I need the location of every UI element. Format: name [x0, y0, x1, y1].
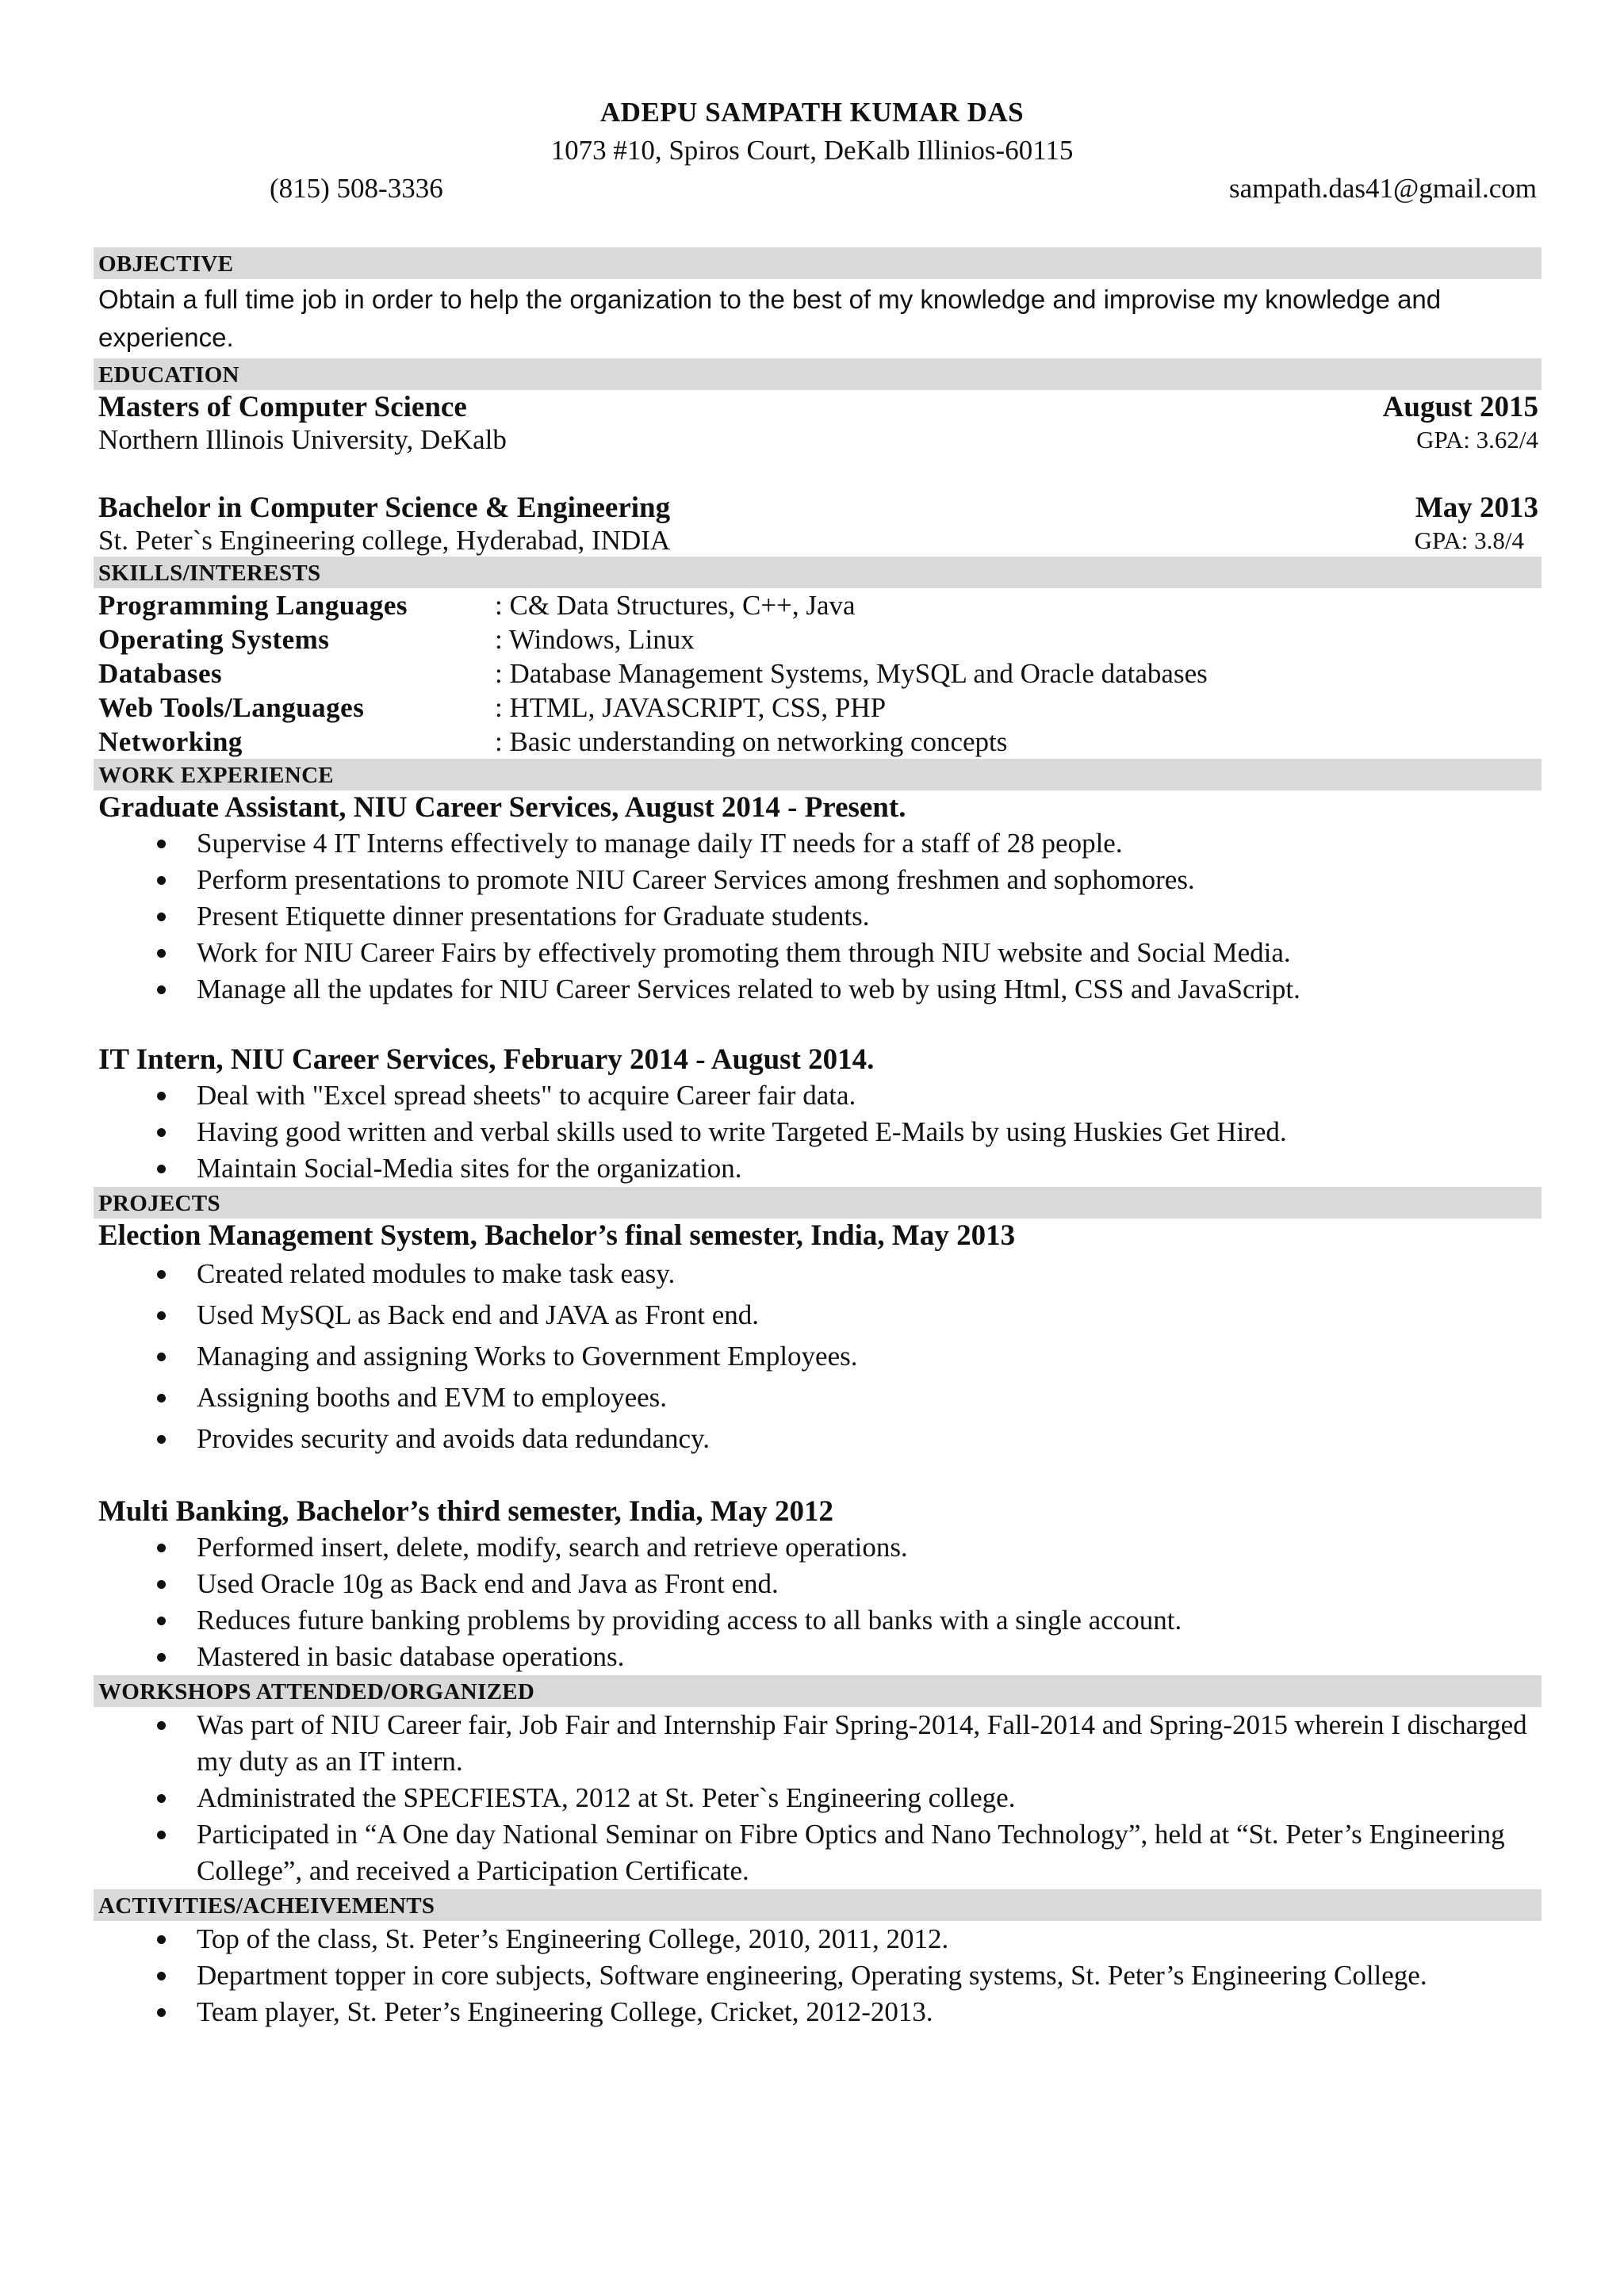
list-item: Performed insert, delete, modify, search and retrieve operations. [197, 1529, 1542, 1566]
list-item: Used Oracle 10g as Back end and Java as Front end. [197, 1566, 1542, 1602]
degree-date: August 2015 [1382, 391, 1538, 423]
skills-table [94, 588, 1542, 759]
list-item: Was part of NIU Career fair, Job Fair and Internship Fair Spring-2014, Fall-2014 and Spring-2015 wherein I discharged my duty as an IT intern. [197, 1707, 1542, 1780]
candidate-name: ADEPU SAMPATH KUMAR DAS [599, 97, 1025, 128]
skill-row [94, 656, 1542, 691]
resume-header [0, 94, 1624, 170]
skill-value: : C& Data Structures, C++, Java [495, 590, 856, 621]
workshop-bullets [94, 1707, 1542, 1889]
project-bullets [94, 1529, 1542, 1675]
list-item: Mastered in basic database operations. [197, 1639, 1542, 1675]
skill-value: : HTML, JAVASCRIPT, CSS, PHP [495, 692, 887, 723]
list-item: Maintain Social-Media sites for the organization. [197, 1150, 1542, 1187]
job-bullets [94, 825, 1542, 1008]
gpa: GPA: 3.8/4 [1414, 526, 1524, 554]
list-item: Participated in “A One day National Seminar on Fibre Optics and Nano Technology”, held at “St. Peter’s Engineering College”, and received a Participation Certificate. [197, 1816, 1542, 1889]
list-item: Top of the class, St. Peter’s Engineering College, 2010, 2011, 2012. [197, 1921, 1542, 1957]
list-item: Work for NIU Career Fairs by effectively promoting them through NIU website and Social Media. [197, 935, 1542, 971]
section-heading-work: WORK EXPERIENCE [94, 759, 1542, 790]
email-address: sampath.das41@gmail.com [1229, 173, 1537, 204]
skill-value: : Database Management Systems, MySQL and Oracle databases [495, 658, 1208, 689]
degree-title: Bachelor in Computer Science & Engineering [98, 492, 671, 524]
list-item: Present Etiquette dinner presentations for Graduate students. [197, 898, 1542, 935]
institution: Northern Illinois University, DeKalb [98, 424, 507, 455]
list-item: Manage all the updates for NIU Career Services related to web by using Html, CSS and JavaScript. [197, 971, 1542, 1008]
job-title: Graduate Assistant, NIU Career Services, August 2014 - Present. [98, 791, 906, 824]
list-item: Team player, St. Peter’s Engineering College, Cricket, 2012-2013. [197, 1994, 1542, 2030]
gpa: GPA: 3.62/4 [1416, 426, 1538, 453]
list-item: Reduces future banking problems by providing access to all banks with a single account. [197, 1602, 1542, 1639]
institution: St. Peter`s Engineering college, Hyderabad, INDIA [98, 525, 671, 556]
list-item: Managing and assigning Works to Government Employees. [197, 1336, 1542, 1377]
skill-row [94, 691, 1542, 725]
skill-value: : Basic understanding on networking concepts [495, 726, 1008, 757]
skill-value: : Windows, Linux [495, 624, 695, 655]
skill-row [94, 622, 1542, 656]
list-item: Assigning booths and EVM to employees. [197, 1377, 1542, 1418]
objective-text: Obtain a full time job in order to help the organization to the best of my knowledge and improvise my knowledge and experience. [98, 285, 1442, 352]
address: 1073 #10, Spiros Court, DeKalb Illinios-60115 [550, 135, 1074, 166]
list-item: Department topper in core subjects, Software engineering, Operating systems, St. Peter’s Engineering College. [197, 1957, 1542, 1994]
skill-label: Networking [98, 726, 243, 757]
list-item: Administrated the SPECFIESTA, 2012 at St. Peter`s Engineering college. [197, 1780, 1542, 1816]
project-title: Multi Banking, Bachelor’s third semester, India, May 2012 [98, 1495, 834, 1528]
activity-bullets [94, 1921, 1542, 2030]
skill-row [94, 588, 1542, 622]
skill-row [94, 725, 1542, 759]
resume-body [94, 247, 1542, 2030]
section-heading-projects: PROJECTS [94, 1187, 1542, 1219]
list-item: Deal with "Excel spread sheets" to acquire Career fair data. [197, 1077, 1542, 1114]
job-title: IT Intern, NIU Career Services, February 2014 - August 2014. [98, 1043, 875, 1076]
skill-label: Web Tools/Languages [98, 692, 365, 723]
section-heading-education: EDUCATION [94, 358, 1542, 390]
education-entry [94, 390, 1542, 456]
list-item: Having good written and verbal skills used to write Targeted E-Mails by using Huskies Get Hired. [197, 1114, 1542, 1150]
list-item: Provides security and avoids data redundancy. [197, 1418, 1542, 1460]
section-heading-workshops: WORKSHOPS ATTENDED/ORGANIZED [94, 1675, 1542, 1707]
list-item: Supervise 4 IT Interns effectively to manage daily IT needs for a staff of 28 people. [197, 825, 1542, 862]
project-title: Election Management System, Bachelor’s final semester, India, May 2013 [98, 1219, 1016, 1252]
list-item: Created related modules to make task easy. [197, 1253, 1542, 1295]
section-heading-activities: ACTIVITIES/ACHEIVEMENTS [94, 1889, 1542, 1921]
degree-title: Masters of Computer Science [98, 391, 467, 423]
list-item: Perform presentations to promote NIU Career Services among freshmen and sophomores. [197, 862, 1542, 898]
skill-label: Programming Languages [98, 590, 408, 621]
skill-label: Databases [98, 658, 223, 689]
project-bullets [94, 1253, 1542, 1460]
degree-date: May 2013 [1415, 492, 1538, 524]
list-item: Used MySQL as Back end and JAVA as Front end. [197, 1295, 1542, 1336]
section-heading-skills: SKILLS/INTERESTS [94, 557, 1542, 588]
skill-label: Operating Systems [98, 624, 330, 655]
phone-number: (815) 508-3336 [270, 173, 443, 204]
job-bullets [94, 1077, 1542, 1187]
section-heading-objective: OBJECTIVE [94, 247, 1542, 279]
education-entry [94, 491, 1542, 557]
